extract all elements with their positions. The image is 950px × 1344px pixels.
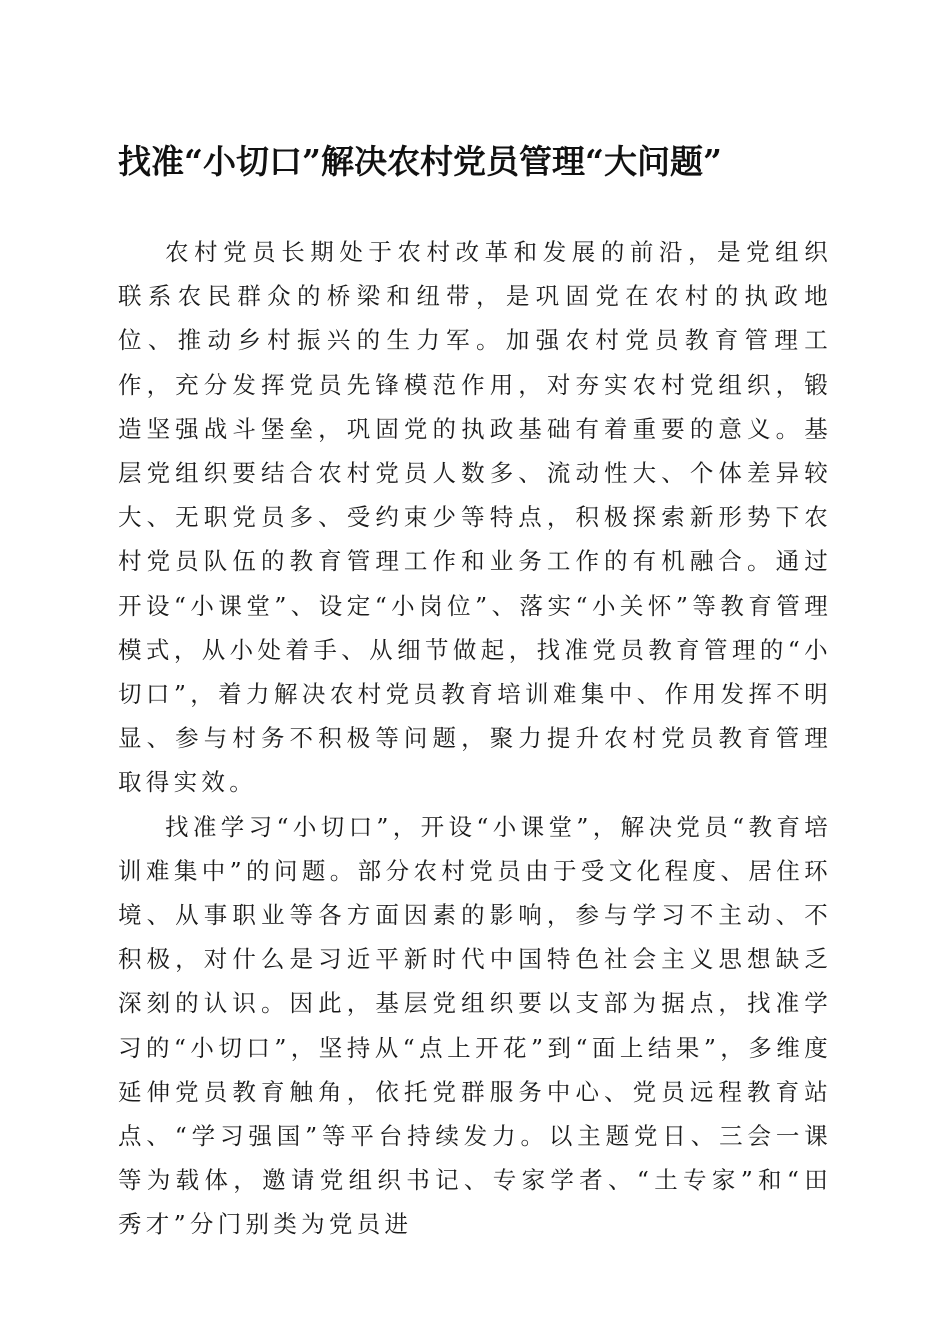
paragraph-study-section: 找准学习“小切口”，开设“小课堂”，解决党员“教育培训难集中”的问题。部分农村党员由于受文化程度、居住环境、从事职业等各方面因素的影响，参与学习不主动、不积极，对什么是习近平新时代中国特色社会主义思想缺乏深刻的认识。因此，基层党组织要以支部为据点，找准学习的“小切口”，坚持从“点上开花”到“面上结果”，多维度延伸党员教育触角，依托党群服务中心、党员远程教育站点、“学习强国”等平台持续发力。以主题党日、三会一课等为载体，邀请党组织书记、专家学者、“土专家”和“田秀才”分门别类为党员进 [118, 812, 832, 1239]
document-title: 找准“小切口”解决农村党员管理“大问题” [118, 142, 722, 181]
document-body [118, 230, 832, 1247]
paragraph-intro: 农村党员长期处于农村改革和发展的前沿，是党组织联系农民群众的桥梁和纽带，是巩固党在农村的执政地位、推动乡村振兴的生力军。加强农村党员教育管理工作，充分发挥党员先锋模范作用，对夯实农村党组织，锻造坚强战斗堡垒，巩固党的执政基础有着重要的意义。基层党组织要结合农村党员人数多、流动性大、个体差异较大、无职党员多、受约束少等特点，积极探索新形势下农村党员队伍的教育管理工作和业务工作的有机融合。通过开设“小课堂”、设定“小岗位”、落实“小关怀”等教育管理模式，从小处着手、从细节做起，找准党员教育管理的“小切口”，着力解决农村党员教育培训难集中、作用发挥不明显、参与村务不积极等问题，聚力提升农村党员教育管理取得实效。 [118, 238, 832, 797]
